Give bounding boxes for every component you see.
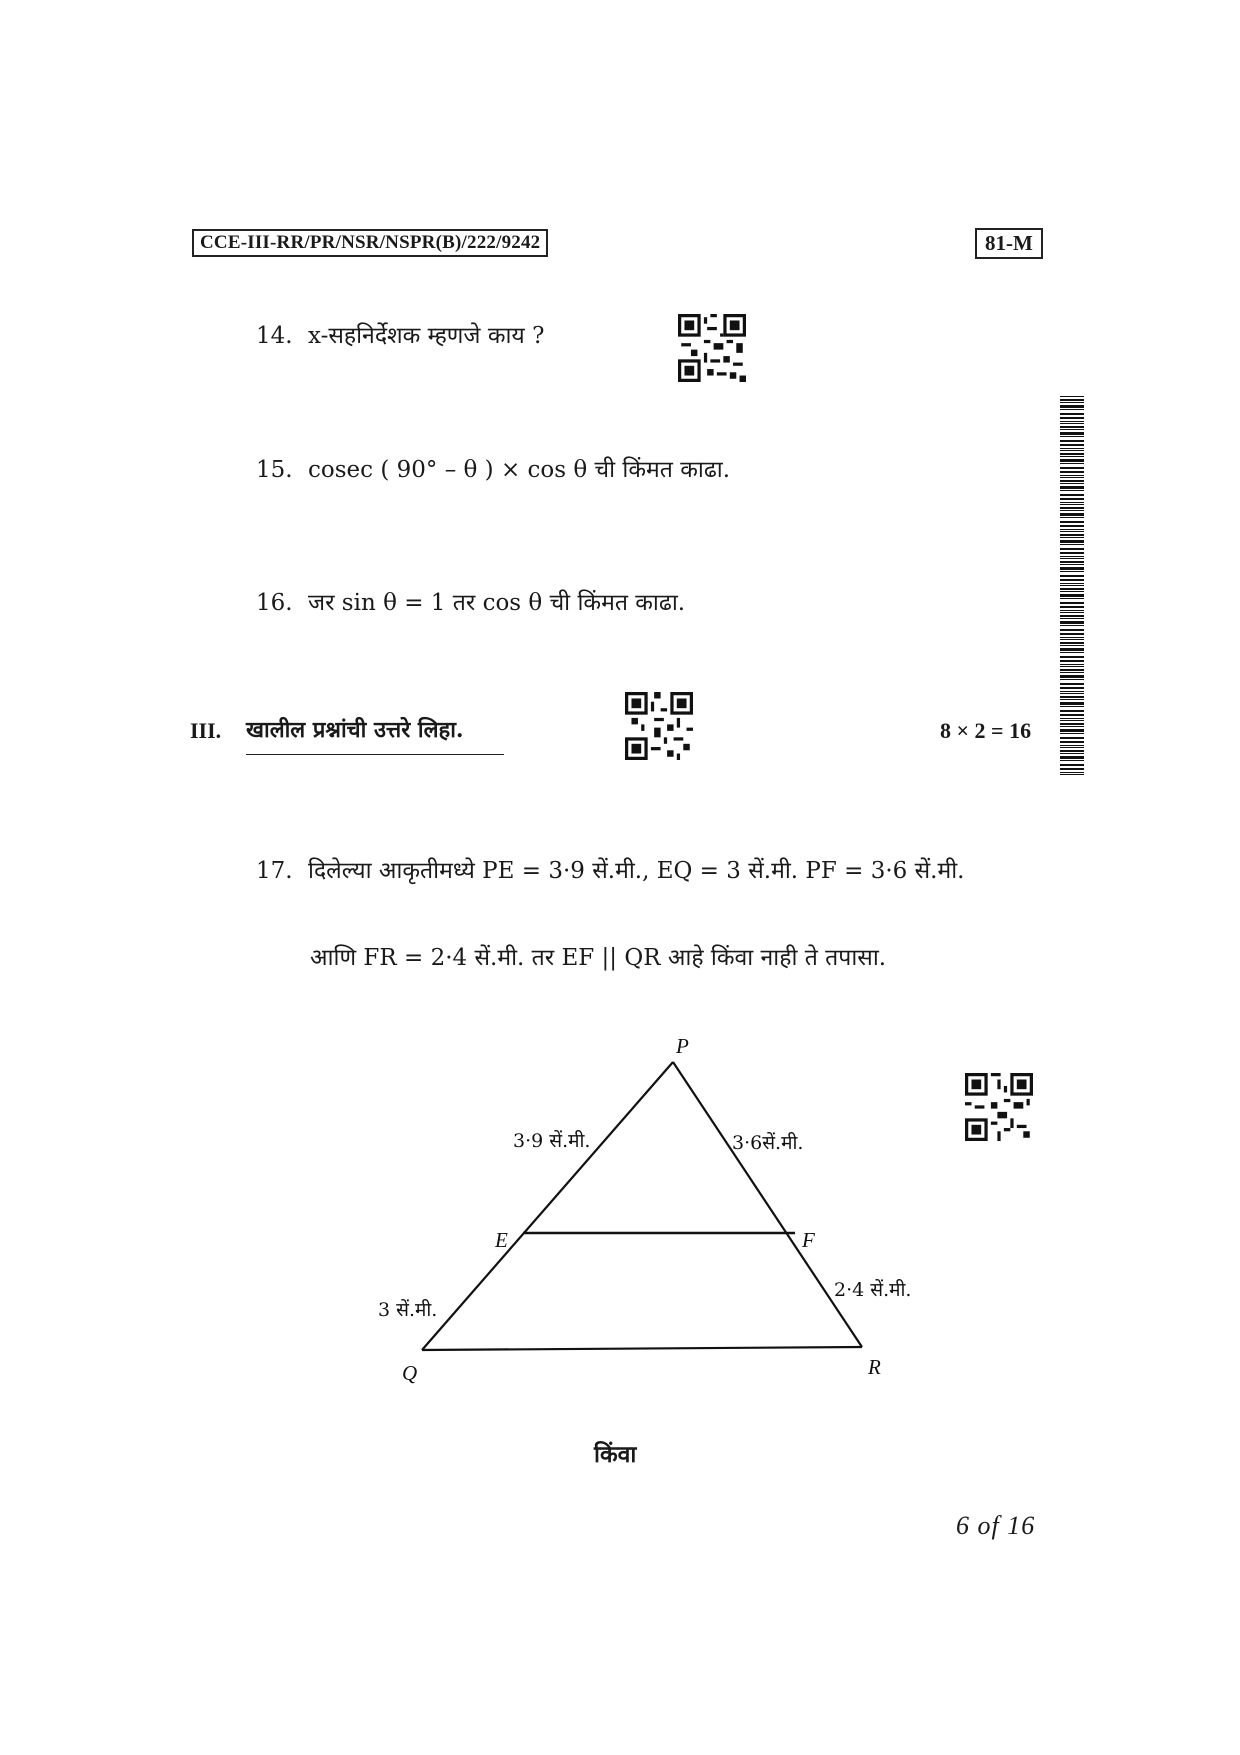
vertex-label-f: F: [802, 1228, 815, 1252]
paper-code: CCE-III-RR/PR/NSR/NSPR(B)/222/9242: [192, 229, 548, 257]
vertex-label-e: E: [495, 1228, 508, 1252]
subject-code: 81-M: [975, 228, 1043, 259]
question-15: [256, 452, 730, 484]
page-number: 6 of 16: [956, 1511, 1036, 1540]
question-17: [256, 853, 965, 885]
question-number: 14.: [256, 323, 293, 349]
question-text: जर sin θ = 1 तर cos θ ची किंमत काढा.: [308, 590, 686, 616]
qr-code-icon: [965, 1073, 1033, 1141]
side-pr: [673, 1062, 862, 1347]
question-number: 17.: [256, 858, 293, 884]
or-label: किंवा: [594, 1441, 637, 1468]
question-14: [256, 318, 544, 350]
vertex-label-p: P: [676, 1035, 689, 1058]
vertex-label-q: Q: [402, 1361, 418, 1385]
qr-code-icon: [625, 692, 693, 760]
barcode-icon: [1060, 396, 1084, 776]
triangle-figure: [370, 1035, 950, 1395]
section-marks: 8 × 2 = 16: [940, 718, 1032, 743]
qr-code-icon: [678, 314, 746, 382]
length-label-pe: 3·9 सें.मी.: [513, 1130, 591, 1152]
side-qr: [422, 1347, 862, 1350]
question-number: 16.: [256, 590, 293, 616]
question-16: [256, 585, 685, 617]
section-title: खालील प्रश्नांची उत्तरे लिहा.: [246, 714, 504, 755]
question-text-line-1: दिलेल्या आकृतीमध्ये PE = 3·9 सें.मी., EQ = 3 सें.मी. PF = 3·6 सें.मी.: [308, 858, 965, 884]
length-label-pf: 3·6सें.मी.: [732, 1132, 804, 1154]
question-text: x-सहनिर्देशक म्हणजे काय ?: [308, 323, 545, 349]
section-number: III.: [190, 718, 222, 743]
question-17-line-2: आणि FR = 2·4 सें.मी. तर EF || QR आहे किंवा नाही ते तपासा.: [310, 945, 887, 971]
question-text: cosec ( 90° – θ ) × cos θ ची किंमत काढा.: [308, 457, 731, 483]
side-pq: [422, 1062, 673, 1350]
length-label-fr: 2·4 सें.मी.: [834, 1279, 912, 1301]
vertex-label-r: R: [868, 1355, 881, 1379]
length-label-eq: 3 सें.मी.: [378, 1299, 438, 1321]
question-number: 15.: [256, 457, 293, 483]
